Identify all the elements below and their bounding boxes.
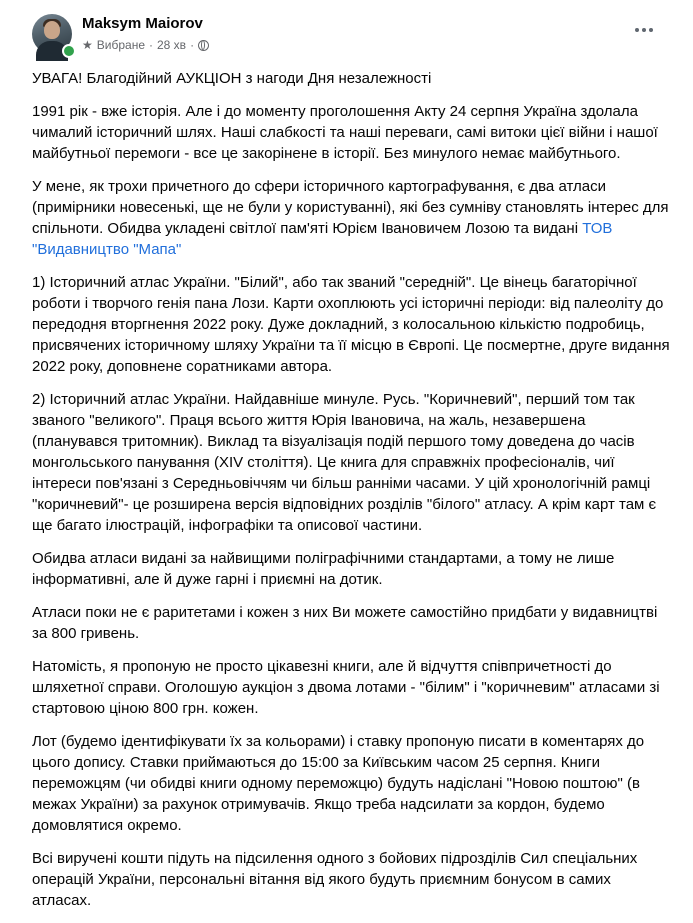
author-name[interactable]: Maksym Maiorov	[82, 15, 203, 32]
more-options-button[interactable]	[630, 20, 658, 40]
paragraph: Лот (будемо ідентифікувати їх за кольорами) і ставку пропоную писати в коментарях до цього допису. Ставки приймаються до 15:00 за Київським часом 25 серпня. Книги переможцям (чи обидві книги одному переможцю) будуть надіслані "Новою поштою" (в межах України) за рахунок отримувачів. Якщо треба надсилати за кордон, будемо домовлятися окремо.	[32, 733, 645, 834]
post-meta	[82, 38, 209, 52]
post-text	[32, 68, 672, 923]
star-icon: ★	[82, 38, 93, 52]
online-status-dot	[62, 44, 76, 58]
paragraph-text: У мене, як трохи причетного до сфери історичного картографування, є два атласи (примірники новесенькі, ще не були у користуванні), які без сумніву становлять інтерес для спільноти. Обидва укладені світлої пам'яті Юрієм Івановичем Лозою та видані	[32, 178, 669, 237]
more-dots-icon	[635, 28, 639, 32]
paragraph: Всі виручені кошти підуть на підсилення одного з бойових підрозділів Сил спеціальних операцій України, персональні вітання від якого будуть приємним бонусом в самих атласах.	[32, 850, 638, 909]
paragraph: 1991 рік - вже історія. Але і до моменту проголошення Акту 24 серпня Україна здолала чималий історичний шлях. Наші слабкості та наші переваги, самі витоки цієї війни і нашої майбутньої перемоги - все це закорінене в історії. Без минулого немає майбутнього.	[32, 103, 658, 162]
paragraph: Натомість, я пропоную не просто цікавезні книги, але й відчуття співпричетності до шляхетної справи. Оголошую аукціон з двома лотами - "білим" і "коричневим" атласами зі стартовою ціною 800 грн. кожен.	[32, 658, 660, 717]
paragraph: Обидва атласи видані за найвищими поліграфічними стандартами, а тому не лише інформативні, але й дуже гарні і приємні на дотик.	[32, 550, 615, 588]
paragraph: Атласи поки не є раритетами і кожен з них Ви можете самостійно придбати у видавництві за 800 гривень.	[32, 604, 658, 642]
meta-separator: ·	[149, 38, 153, 52]
paragraph-title: УВАГА! Благодійний АУКЦІОН з нагоди Дня незалежності	[32, 70, 432, 87]
visibility-label[interactable]: Вибране	[96, 38, 145, 52]
post-header	[0, 0, 693, 64]
publisher-link[interactable]: ТОВ "Видавництво "Мапа"	[32, 220, 613, 258]
post-time[interactable]: 28 хв	[157, 38, 187, 52]
globe-icon[interactable]	[198, 40, 209, 51]
paragraph: 1) Історичний атлас України. "Білий", або так званий "середній". Це вінець багаторічної роботи і творчого генія пана Лози. Карти охоплюють усі історичні періоди: від палеоліту до передодня вторгнення 2022 року. Дуже докладний, з колосальною кількістю подробиць, присвячених історичному шляху України та її місцю в Європі. Це посмертне, друге видання 2022 року, доповнене соратниками автора.	[32, 274, 670, 375]
paragraph-with-link	[32, 176, 672, 260]
meta-separator-2: ·	[190, 38, 195, 52]
paragraph: 2) Історичний атлас України. Найдавніше минуле. Русь. "Коричневий", перший том так званого "великого". Праця всього життя Юрія Івановича, на жаль, незавершена (планувався тритомник). Виклад та візуалізація подій першого тому доведена до часів монгольського панування (XIV століття). Це книга для справжніх професіоналів, чиї інтереси пов'язані з Середньовіччям чи більш ранніми часами. У цій хронологічній рамці "коричневий"- це розширена версія відповідних розділів "білого" атласу. А крім карт там є ще багато ілюстрацій, інфографіки та описової частини.	[32, 391, 657, 534]
